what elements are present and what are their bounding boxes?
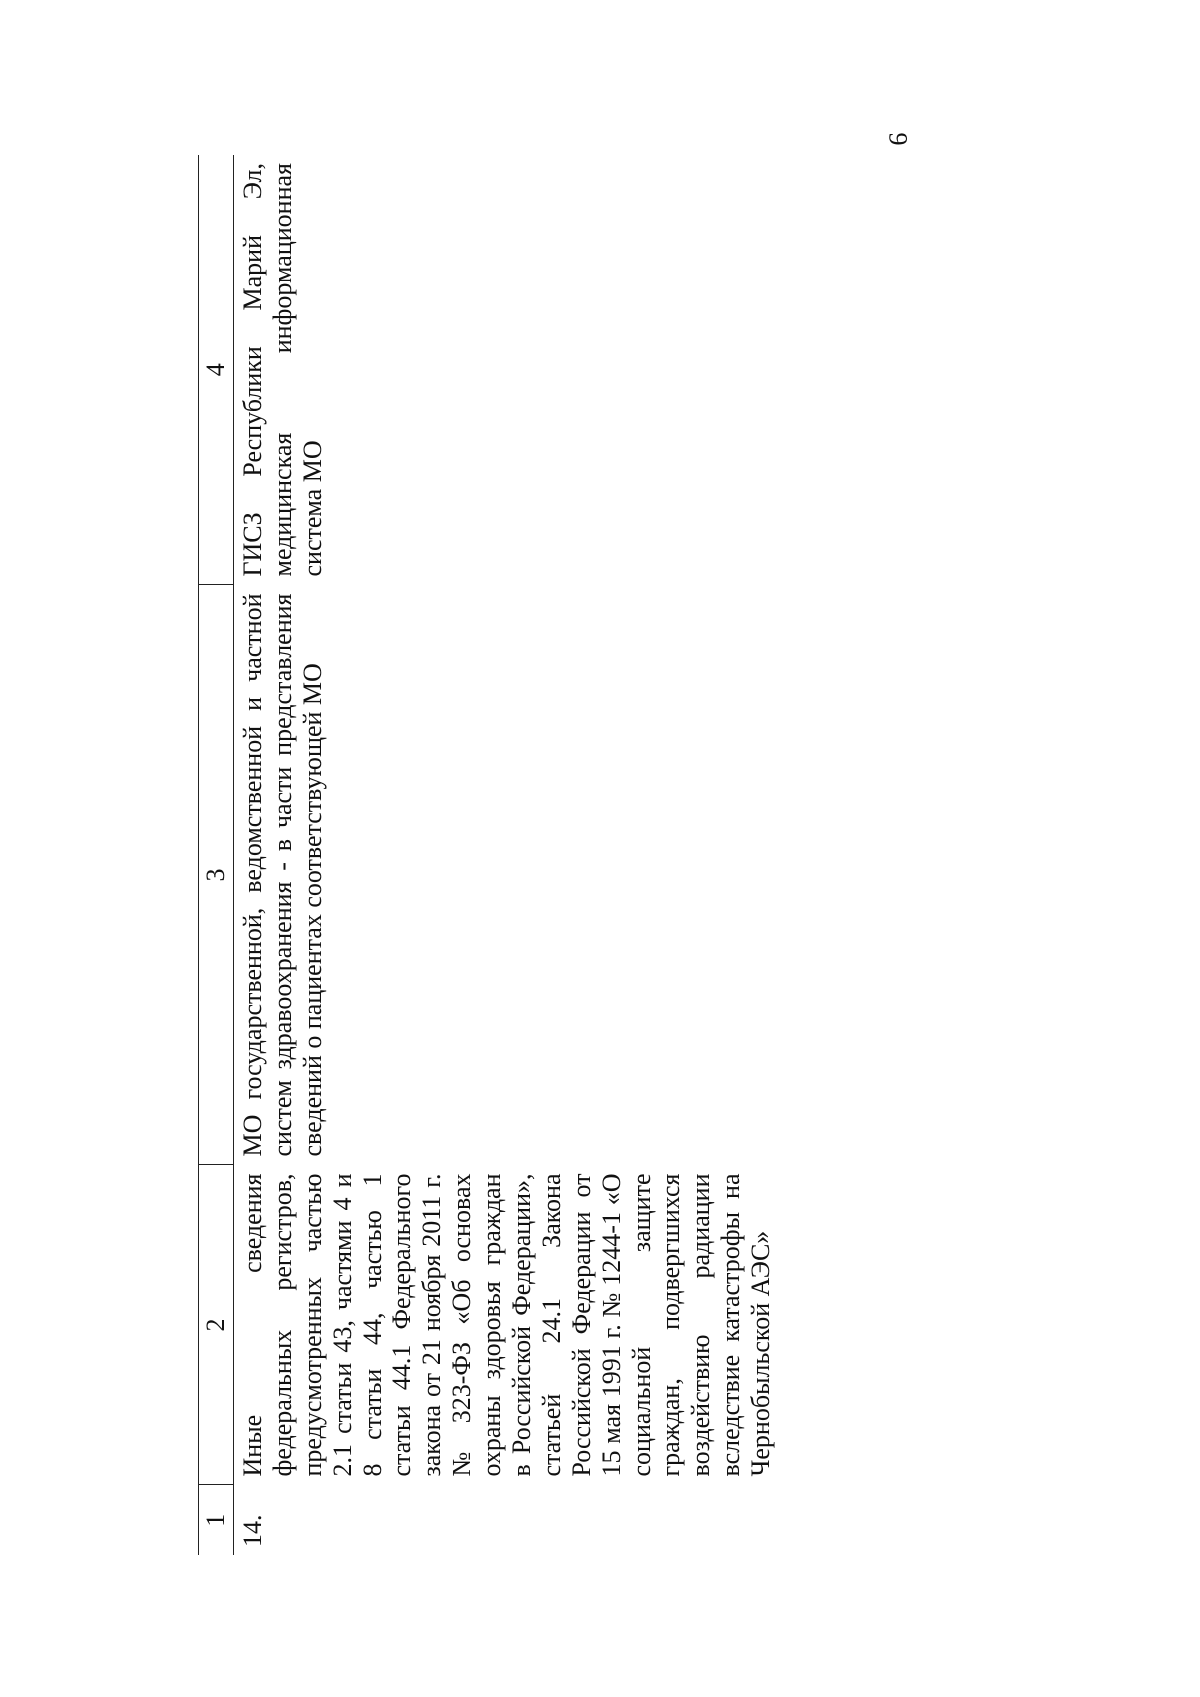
table-row <box>234 155 781 1555</box>
row-data-source: Иные сведения федеральных регистров, предусмотренных частью 2.1 статьи 43, частями 4 и 8 статьи 44, частью 1 статьи 44.1 Федерального закона от 21 ноября 2011 г. № 323-ФЗ «Об основах охраны здоровья граждан в Российской Федерации», статьей 24.1 Закона Российской Федерации от 15 мая 1991 г. № 1244-1 «О социальной защите граждан, подвергшихся воздействию радиации вследствие катастрофы на Чернобыльской АЭС» <box>238 1173 776 1477</box>
header-col-4: 4 <box>199 155 234 585</box>
header-col-1: 1 <box>199 1485 234 1555</box>
page-number: 9 <box>883 132 913 146</box>
row-provider: МО государственной, ведомственной и частной систем здравоохранения - в части представления сведений о пациентах соответствующей МО <box>238 593 327 1157</box>
row-system: ГИСЗ Республики Марий Эл, медицинская информационная система МО <box>238 163 327 577</box>
row-number: 14. <box>238 1514 267 1547</box>
table-header-row <box>199 155 234 1555</box>
header-col-3: 3 <box>199 585 234 1165</box>
rotated-table-container <box>198 155 1018 1555</box>
header-col-2: 2 <box>199 1165 234 1485</box>
document-table <box>198 155 780 1555</box>
